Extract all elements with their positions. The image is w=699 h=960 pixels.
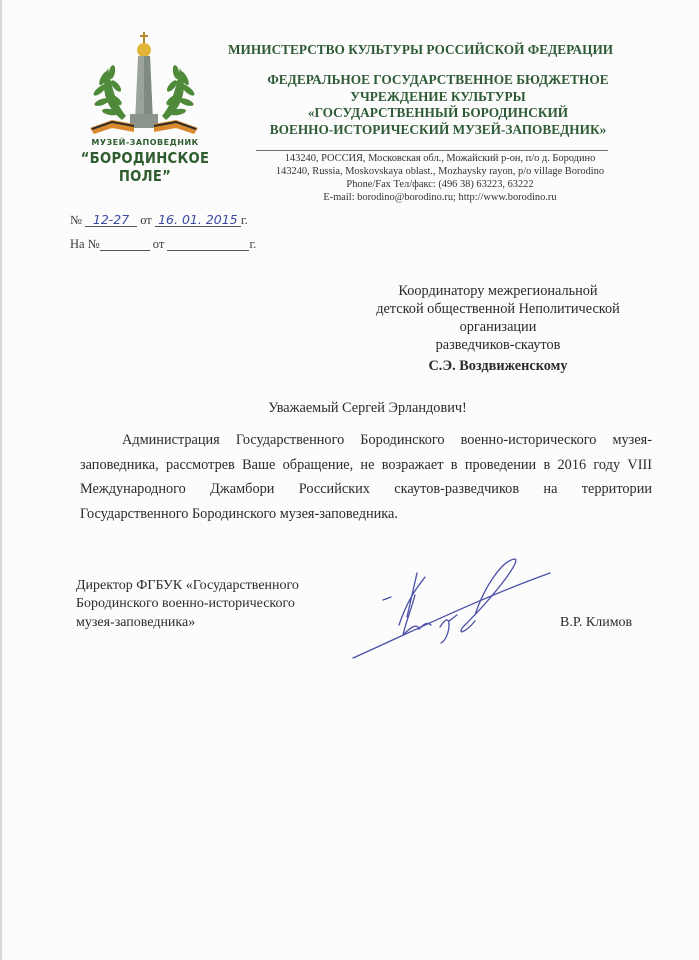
address-line-ru: 143240, РОССИЯ, Московская обл., Можайский р-он, п/о д. Бородино [284, 153, 596, 164]
letter-body: Администрация Государственного Бородинского военно-исторического музея-заповедника, рассмотрев Ваше обращение, не возражает в проведении в 2016 году VIII Международного Джамбори Российских скаутов-разведчиков на территории Государственного Бородинского музея-заповедника. [80, 432, 652, 522]
signer-title-line: музея-заповедника» [76, 614, 196, 630]
organization-heading [236, 72, 640, 138]
signer-name: В.Р. Климов [560, 615, 633, 630]
signer-title [76, 577, 376, 632]
contact-line: E-mail: borodino@borodino.ru; http://www.borodino.ru [323, 192, 557, 203]
addressee-name: С.Э. Воздвиженскому [428, 358, 568, 374]
addressee-line: детской общественной Неполитической [376, 301, 620, 317]
monument-emblem-icon [82, 28, 208, 138]
addressee-block [338, 282, 658, 354]
org-line: ФЕДЕРАЛЬНОЕ ГОСУДАРСТВЕННОЕ БЮДЖЕТНОЕ [267, 72, 609, 87]
reply-date-label: от [152, 237, 165, 251]
reply-number-field [100, 237, 150, 251]
year-suffix: г. [240, 213, 248, 227]
header-divider [256, 150, 608, 151]
scan-edge [0, 0, 2, 960]
logo-subtitle: МУЗЕЙ-ЗАПОВЕДНИК [91, 138, 199, 147]
addressee-line: организации [459, 319, 537, 335]
phone-line: Phone/Fax Тел/факс: (496 38) 63223, 63222 [346, 179, 534, 190]
number-label: № [70, 213, 82, 227]
logo-title: “БОРОДИНСКОЕ ПОЛЕ” [80, 149, 210, 185]
reply-label: На № [70, 237, 100, 251]
date-label: от [140, 213, 152, 227]
reply-year-suffix: г. [249, 237, 257, 251]
address-block [240, 152, 640, 204]
salutation: Уважаемый Сергей Эрландович! [268, 400, 467, 416]
addressee-line: разведчиков-скаутов [435, 337, 561, 353]
org-line: «ГОСУДАРСТВЕННЫЙ БОРОДИНСКИЙ [307, 105, 569, 120]
museum-logo [70, 28, 220, 185]
signer-title-line: Директор ФГБУК «Государственного [76, 578, 299, 593]
org-line: ВОЕННО-ИСТОРИЧЕСКИЙ МУЗЕЙ-ЗАПОВЕДНИК» [269, 121, 607, 137]
ministry-heading: МИНИСТЕРСТВО КУЛЬТУРЫ РОССИЙСКОЙ ФЕДЕРАЦИИ [228, 42, 614, 57]
reply-reference [70, 237, 256, 252]
reply-date-field [167, 237, 249, 251]
handwritten-signature [345, 555, 555, 665]
outgoing-number: 12-27 [85, 213, 137, 227]
address-line-en: 143240, Russia, Moskovskaya oblast., Mozhaysky rayon, p/o village Borodino [275, 166, 605, 177]
signer-title-line: Бородинского военно-исторического [76, 596, 295, 612]
addressee-line: Координатору межрегиональной [398, 283, 598, 299]
org-line: УЧРЕЖДЕНИЕ КУЛЬТУРЫ [350, 88, 526, 104]
outgoing-date: 16. 01. 2015 [155, 213, 241, 227]
outgoing-reference [70, 213, 248, 228]
